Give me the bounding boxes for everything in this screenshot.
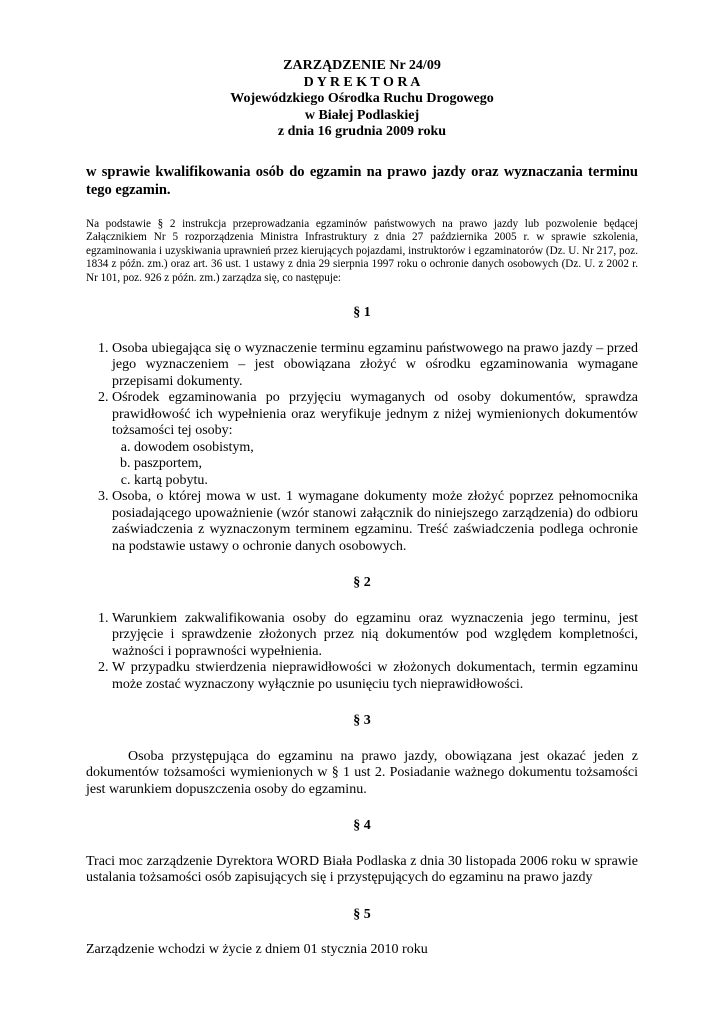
identity-document-c: c. kartą pobytu. [134,473,638,490]
section-1-title: § 1 [353,305,371,321]
section-5-title: § 5 [353,906,371,922]
section-1-item-2-text: Ośrodek egzaminowania po przyjęciu wymaganych od osoby dokumentów, sprawdza prawidłowość ich wypełnienia oraz weryfikuje jednym z niżej wymienionych dokumentów tożsamości tej osoby: [112,390,638,439]
section-2-item-2-text: W przypadku stwierdzenia nieprawidłowości w złożonych dokumentach, termin egzaminu może zostać wyznaczony wyłącznie po usunięciu tych nieprawidłowości. [112,660,638,692]
section-2-item-2 [112,660,638,693]
section-2-list [86,611,638,694]
section-4-text: Traci moc zarządzenie Dyrektora WORD Biała Podlaska z dnia 30 listopada 2006 roku w sprawie ustalania tożsamości osób zapisujących się i przystępujących do egzaminu na prawo jazdy [86,853,638,886]
section-2-item-1-text: Warunkiem zakwalifikowania osoby do egzaminu oraz wyznaczenia jego terminu, jest przyjęcie i sprawdzenie złożonych przez nią dokumentów pod względem kompletności, ważności i poprawności wypełnienia. [112,610,638,659]
document-header [86,58,638,141]
section-4-title: § 4 [353,818,371,834]
section-1-item-3-text: Osoba, o której mowa w ust. 1 wymagane dokumenty może złożyć poprzez pełnomocnika posiadającego upoważnienie (wzór stanowi załącznik do niniejszego zarządzenia) do odbioru zaświadczenia z wyznaczonym terminem egzaminu. Treść zaświadczenia podlega ochronie na podstawie ustawy o ochronie danych osobowych. [112,489,638,554]
section-5-text: Zarządzenie wchodzi w życie z dniem 01 stycznia 2010 roku [86,942,428,958]
section-1-item-2 [112,390,638,489]
issuer-title: D Y R E K T O R A [303,74,421,90]
section-2-item-1 [112,611,638,661]
section-3-text: Osoba przystępująca do egzaminu na prawo jazdy, obowiązana jest okazać jeden z dokumentów tożsamości wymienionych w § 1 ust 2. Posiadanie ważnego dokumentu tożsamości jest warunkiem dopuszczenia osoby do egzaminu. [86,748,638,797]
regulation-subject: w sprawie kwalifikowania osób do egzamin na prawo jazdy oraz wyznaczania terminu tego egzamin. [86,163,638,198]
section-1-item-3 [112,489,638,555]
institution-name: Wojewódzkiego Ośrodka Ruchu Drogowego [230,91,494,106]
legal-basis: Na podstawie § 2 instrukcja przeprowadzania egzaminów państwowych na prawo jazdy lub pozwolenie będącej Załącznikiem Nr 5 rozporządzenia Ministra Infrastruktury z dnia 27 października 2005 r. w sprawie szkolenia, egzaminowania i uzyskiwania uprawnień przez kierujących pojazdami, instruktorów i egzaminatorów (Dz. U. Nr 217, poz. 1834 z późn. zm.) oraz art. 36 ust. 1 ustawy z dnia 29 sierpnia 1997 roku o ochronie danych osobowych (Dz. U. z 2002 r. Nr 101, poz. 926 z późn. zm.) zarządza się, co następuje: [86,217,638,284]
section-1-item-1 [112,341,638,391]
section-1-list [86,341,638,556]
identity-document-a: a. dowodem osobistym, [134,440,638,457]
section-3-title: § 3 [353,713,371,729]
regulation-date: z dnia 16 grudnia 2009 roku [277,124,447,139]
identity-document-b: b. paszportem, [134,456,638,473]
section-1-item-1-text: Osoba ubiegająca się o wyznaczenie terminu egzaminu państwowego na prawo jazdy – przed jego wyznaczeniem – jest obowiązana złożyć w ośrodku egzaminowania wymagane przepisami dokumenty. [112,340,638,389]
regulation-number: ZARZĄDZENIE Nr 24/09 [283,58,441,73]
institution-location: w Białej Podlaskiej [304,107,420,123]
section-2-title: § 2 [353,575,371,591]
identity-documents-list [112,440,638,490]
